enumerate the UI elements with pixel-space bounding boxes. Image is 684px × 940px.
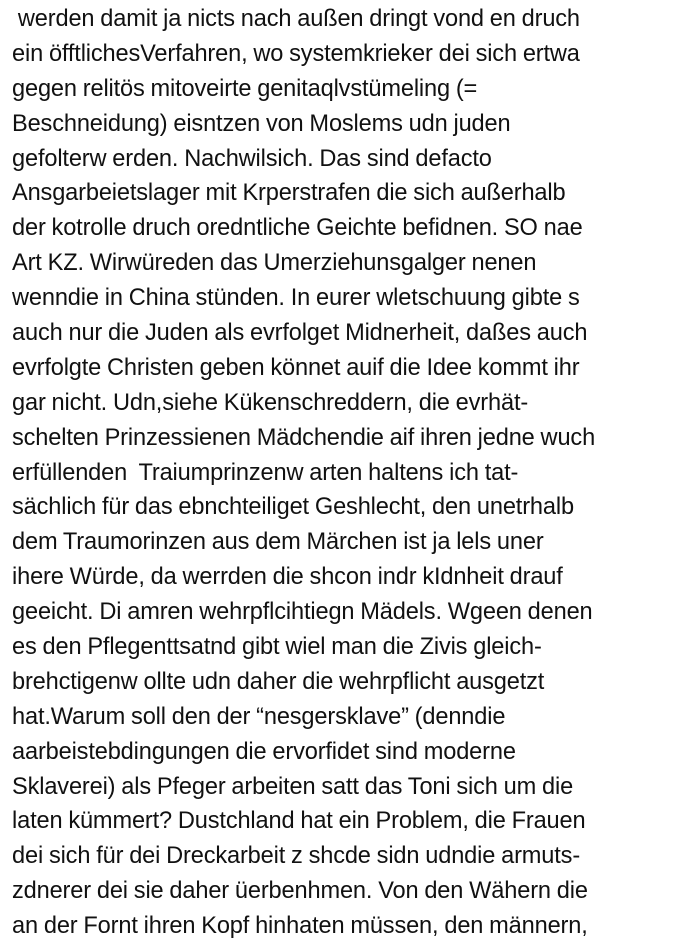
text-line: aarbeistebdingungen die ervorfidet sind moderne <box>12 738 516 765</box>
text-line: gar nicht. Udn,siehe Kükenschreddern, die evrhät- <box>12 389 529 416</box>
text-line: schelten Prinzessienen Mädchendie aif ihren jedne wuch <box>12 424 596 451</box>
text-line: an der Fornt ihren Kopf hinhaten müssen, den männern, <box>12 913 588 938</box>
text-line: laten kümmert? Dustchland hat ein Problem, die Frauen <box>12 808 586 835</box>
text-line: hat.Warum soll den der “nesgersklave” (denndie <box>12 703 506 730</box>
text-line: gefolterw erden. Nachwilsich. Das sind defacto <box>12 145 492 172</box>
text-line: dei sich für dei Dreckarbeit z shcde sidn udndie armuts- <box>12 843 581 870</box>
text-line: sächlich für das ebnchteiliget Geshlecht, den unetrhalb <box>12 494 574 521</box>
text-line: erfüllenden Traiumprinzenw arten haltens ich tat- <box>12 459 519 486</box>
text-line: wenndie in China stünden. In eurer wletschuung gibte s <box>12 285 580 312</box>
text-line: der kotrolle druch oredntliche Geichte befidnen. SO nae <box>12 215 583 242</box>
text-line: auch nur die Juden als evrfolget Midnerheit, daßes auch <box>12 320 588 347</box>
text-line: evrfolgte Christen geben könnet auif die Idee kommt ihr <box>12 354 580 381</box>
text-line: Art KZ. Wirwüreden das Umerziehunsgalger nenen <box>12 250 537 277</box>
text-line: werden damit ja nicts nach außen dringt vond en druch <box>12 6 580 32</box>
text-line: Ansgarbeietslager mit Krperstrafen die sich außerhalb <box>12 180 566 207</box>
text-line: dem Traumorinzen aus dem Märchen ist ja lels uner <box>12 529 544 556</box>
text-line: ihere Würde, da werrden die shcon indr kIdnheit drauf <box>12 564 563 591</box>
text-line: es den Pflegenttsatnd gibt wiel man die Zivis gleich- <box>12 634 542 661</box>
text-line: gegen relitös mitoveirte genitaqlvstümeling (= <box>12 75 478 102</box>
text-line: Sklaverei) als Pfeger arbeiten satt das Toni sich um die <box>12 773 574 800</box>
text-line: ein öfftlichesVerfahren, wo systemkrieker dei sich ertwa <box>12 40 580 67</box>
text-line: geeicht. Di amren wehrpflcihtiegn Mädels. Wgeen denen <box>12 599 593 626</box>
body-text <box>12 2 680 938</box>
text-line: zdnerer dei sie daher üerbenhmen. Von den Wähern die <box>12 878 588 905</box>
text-line: Beschneidung) eisntzen von Moslems udn juden <box>12 110 511 137</box>
text-line: brehctigenw ollte udn daher die wehrpflicht ausgetzt <box>12 668 545 695</box>
document-page <box>12 2 680 938</box>
